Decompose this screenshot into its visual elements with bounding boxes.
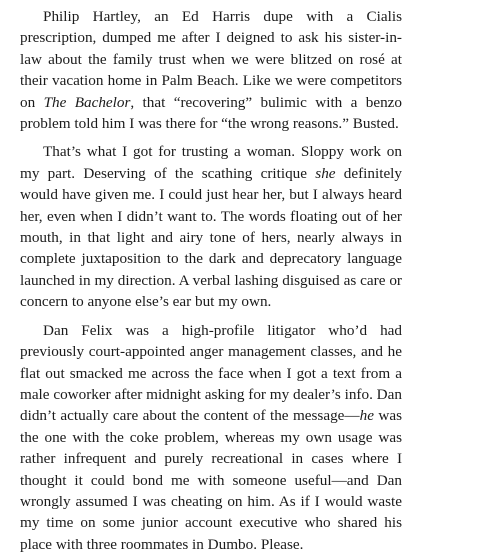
paragraph-2 — [20, 141, 402, 312]
book-page — [20, 6, 402, 555]
show-title-italic: The Bachelor — [43, 93, 131, 111]
paragraph-2-text: That’s what I got for trusting a woman. Sloppy work on my part. Deserving of the scathing critique — [20, 143, 402, 182]
paragraph-1 — [20, 6, 402, 134]
emphasis-she: she — [315, 164, 336, 182]
paragraph-3-text: Dan Felix was a high-profile litigator who’d had previously court-appointed anger management classes, and he flat out smacked me across the face when I got a text from a male coworker after midnight asking for my dealer’s info. Dan didn’t actually care about the content of the message— — [20, 321, 402, 425]
paragraph-2-text-cont: definitely would have given me. I could just hear her, but I always heard her, even when I didn’t want to. The words floating out of her mouth, in that light and airy tone of hers, nearly always in complete juxtaposition to the dark and deprecatory language launched in my direction. A verbal lashing disguised as care or concern to anyone else’s ear but my own. — [20, 164, 402, 311]
paragraph-1-text-cont: , that “recovering” bulimic with a benzo problem told him I was there for “the wrong reasons.” Busted. — [20, 93, 403, 133]
paragraph-1-text: Philip Hartley, an Ed Harris dupe with a Cialis prescription, dumped me after I deigned to ask his sister-in-law about the family trust when we were blitzed on rosé at their vacation home in Palm Beach. Like we were competitors on — [20, 8, 402, 111]
emphasis-he: he — [359, 407, 374, 425]
paragraph-3-text-cont: was the one with the coke problem, whereas my own usage was rather infrequent and purely recreational in cases where I thought it could bond me with someone useful—and Dan wrongly assumed I was cheating on him. As if I would waste my time on some junior account executive who shared his place with three roommates in Dumbo. Please. — [20, 407, 402, 553]
